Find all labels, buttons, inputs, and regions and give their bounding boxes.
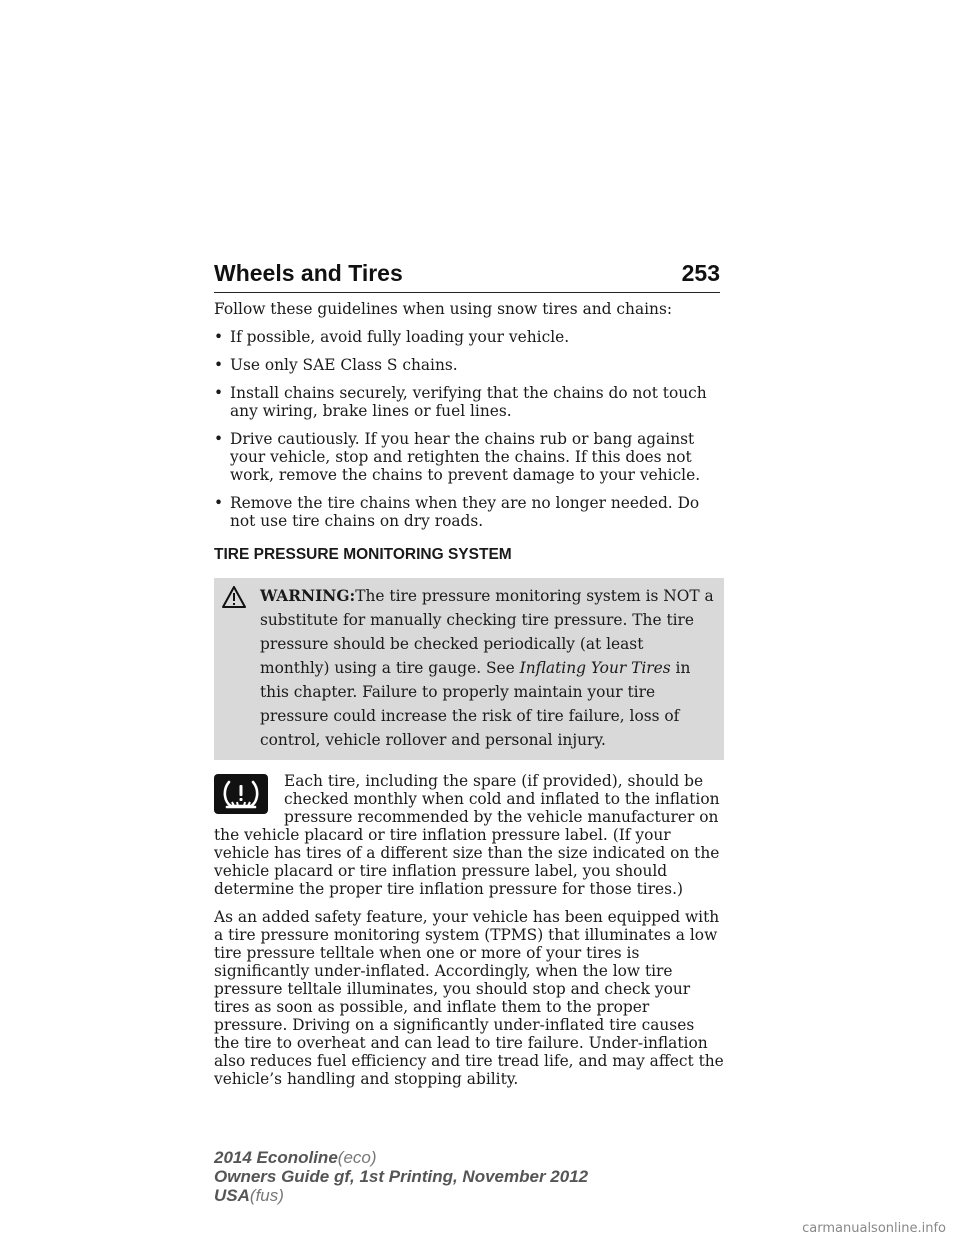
warning-triangle-icon [222,586,246,608]
footer-model-code: (eco) [337,1148,377,1167]
safety-paragraph: As an added safety feature, your vehicle has been equipped with a tire pressure monitoring system (TPMS) that illuminates a low tire pressure telltale when one or more of your tires is significantly under-inflated. Accordingly, when the low tire pressure telltale illuminates, you should stop and check your tires as soon as possible, and inflate them to the proper pressure. Driving on a significantly under-inflated tire causes the tire to overheat and can lead to tire failure. Under-inflation also reduces fuel efficiency and tire tread life, and may affect the vehicle’s handling and stopping ability. [214,908,724,1088]
footer-guide: Owners Guide gf, 1st Printing, November 2012 [214,1167,589,1186]
footer-region: USA [214,1186,250,1205]
warning-label: WARNING: [260,587,356,605]
tire-pressure-telltale-icon [214,774,268,814]
warning-text-part2: in this chapter. Failure to properly maintain your tire pressure could increase the risk of tire failure, loss of control, vehicle rollover and personal injury. [260,659,691,749]
tpms-paragraph: Each tire, including the spare (if provided), should be checked monthly when cold and inflated to the inflation pressure recommended by the vehicle manufacturer on the vehicle placard or tire inflation pressure label. (If your vehicle has tires of a different size than the size indicated on the vehicle placard or tire inflation pressure label, you should determine the proper tire inflation pressure for those tires.) [214,772,720,898]
list-item: • Install chains securely, verifying that the chains do not touch any wiring, brake lines or fuel lines. [214,384,724,420]
footer-model: 2014 Econoline [214,1148,338,1167]
page-header [214,256,720,293]
list-item: • If possible, avoid fully loading your vehicle. [214,328,724,346]
tire-pressure-symbol-icon [221,778,261,810]
snow-chain-guidelines [214,328,724,530]
footer-region-code: (fus) [249,1186,284,1205]
document-footer [214,1148,588,1205]
warning-reference: Inflating Your Tires [519,659,671,677]
list-item: • Remove the tire chains when they are no longer needed. Do not use tire chains on dry roads. [214,494,724,530]
page-content [214,300,724,1098]
warning-box [214,578,724,760]
page-number: 253 [681,260,720,286]
tpms-heading: TIRE PRESSURE MONITORING SYSTEM [214,546,512,563]
tpms-block [214,772,724,898]
intro-text: Follow these guidelines when using snow tires and chains: [214,300,673,318]
section-title: Wheels and Tires [214,260,403,286]
list-item: • Drive cautiously. If you hear the chains rub or bang against your vehicle, stop and retighten the chains. If this does not work, remove the chains to prevent damage to your vehicle. [214,430,724,484]
watermark: carmanualsonline.info [802,1221,946,1236]
warning-text-part1: The tire pressure monitoring system is NOT a substitute for manually checking tire pressure. The tire pressure should be checked periodically (at least monthly) using a tire gauge. See [260,587,714,677]
list-item: • Use only SAE Class S chains. [214,356,724,374]
warning-text [218,584,716,752]
